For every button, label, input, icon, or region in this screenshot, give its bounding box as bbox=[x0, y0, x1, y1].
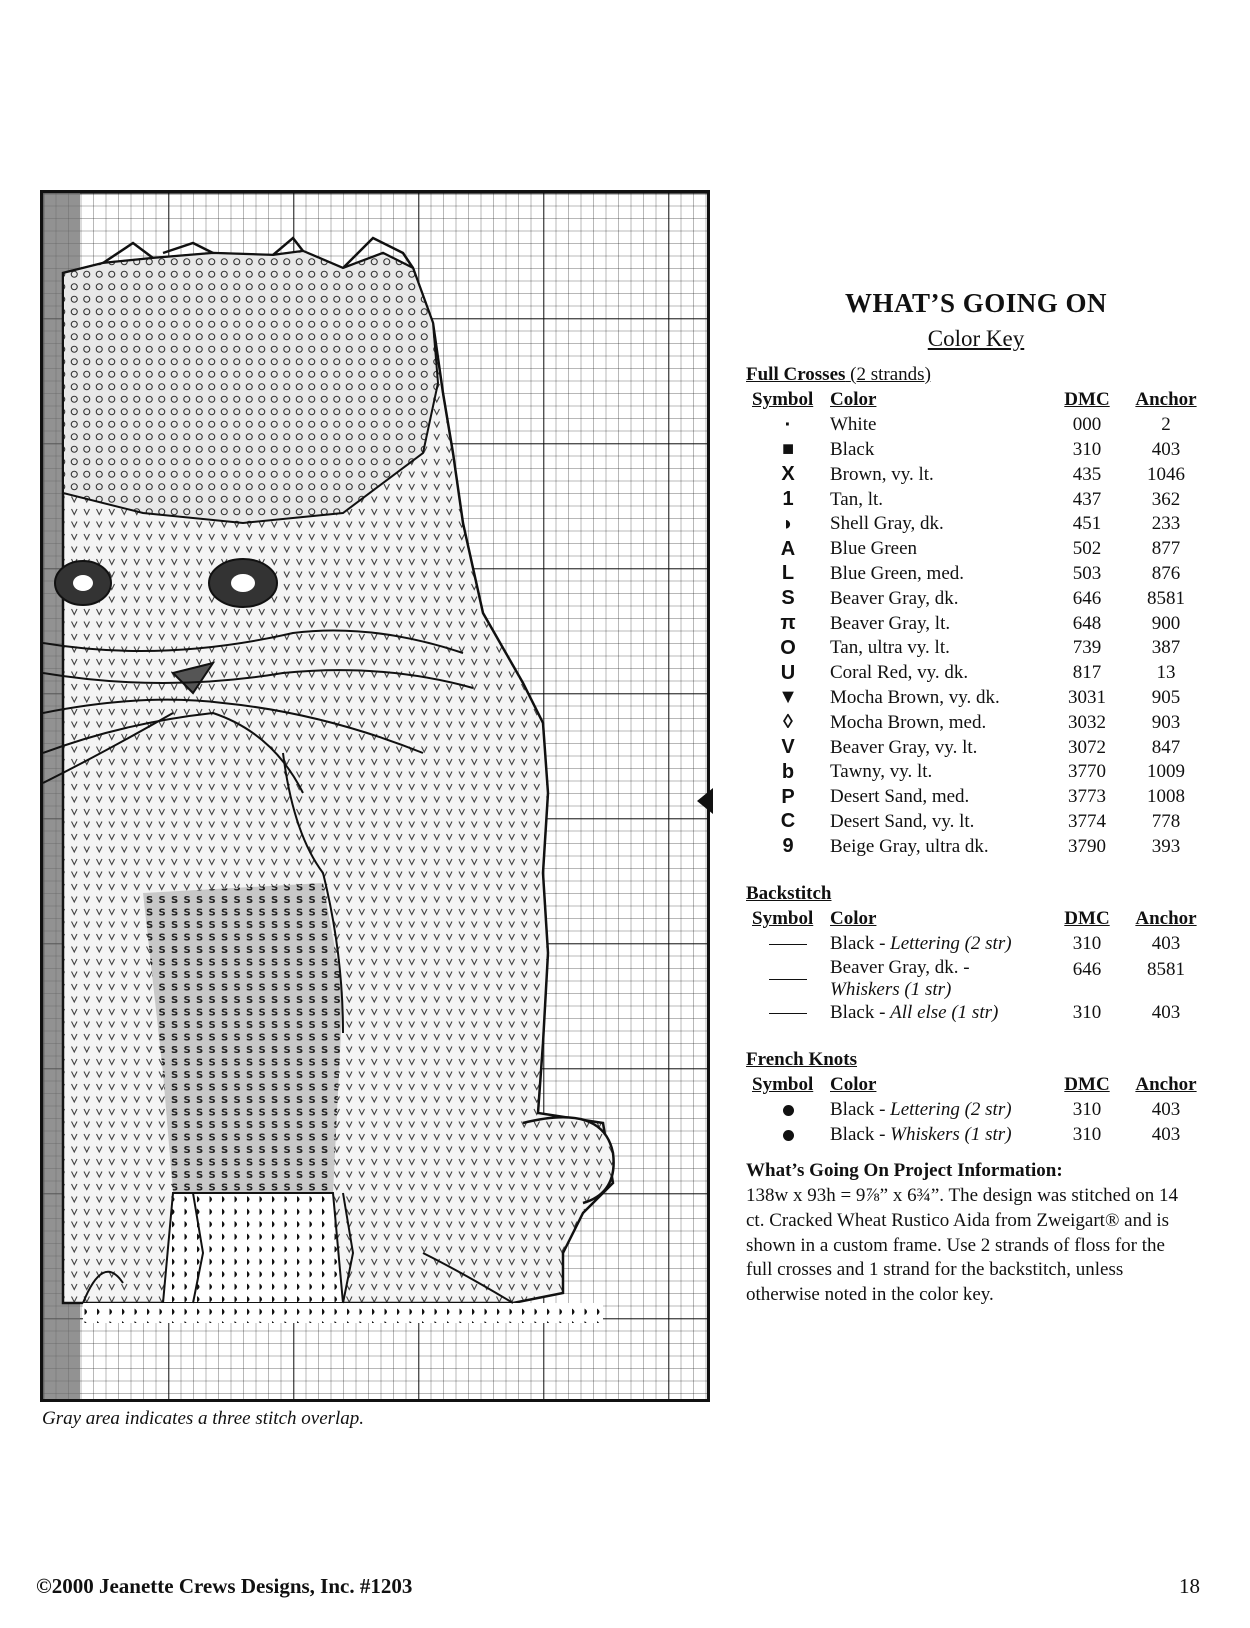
symbol-cell bbox=[746, 562, 830, 587]
color-cell bbox=[830, 932, 1050, 957]
stitch-symbol: ▼ bbox=[778, 686, 798, 709]
dmc-cell: 502 bbox=[1072, 538, 1102, 560]
dmc-cell: 3773 bbox=[1068, 786, 1106, 808]
stitch-symbol: ◊ bbox=[783, 711, 793, 734]
backstitch-heading: Backstitch bbox=[746, 883, 832, 904]
dmc-cell: 435 bbox=[1072, 463, 1102, 485]
color-cell: Beaver Gray, lt. bbox=[830, 612, 951, 634]
table-row bbox=[746, 562, 1208, 587]
table-row bbox=[746, 636, 1208, 661]
symbol-cell bbox=[746, 537, 830, 562]
stitch-symbol: · bbox=[784, 413, 792, 436]
table-row bbox=[746, 438, 1208, 463]
stitch-symbol: O bbox=[780, 636, 796, 659]
full-crosses-table bbox=[746, 388, 1208, 859]
color-detail: Lettering (2 str) bbox=[890, 1099, 1012, 1121]
color-cell: Coral Red, vy. dk. bbox=[830, 662, 969, 684]
color-cell: Mocha Brown, vy. dk. bbox=[830, 686, 1000, 708]
table-row bbox=[746, 413, 1208, 438]
stitch-symbol: V bbox=[781, 736, 795, 759]
column-header-symbol: Symbol bbox=[752, 908, 814, 930]
stitch-symbol: S bbox=[781, 587, 795, 610]
stitch-symbol: b bbox=[781, 760, 795, 783]
color-cell bbox=[830, 957, 1050, 1001]
project-info-text: 138w x 93h = 9⅞” x 6¾”. The design was stitched on 14 ct. Cracked Wheat Rustico Aida from Zweigart® and is shown in a custom frame. Use 2 strands of floss for the full crosses and 1 strand for the backstitch, unless otherwise noted in the color key. bbox=[746, 1185, 1178, 1306]
dmc-cell: 451 bbox=[1072, 513, 1102, 535]
anchor-cell: 877 bbox=[1151, 538, 1181, 560]
dmc-cell: 739 bbox=[1072, 637, 1102, 659]
pattern-title: WHAT’S GOING ON bbox=[844, 288, 1108, 318]
backstitch-line-icon bbox=[769, 944, 807, 945]
symbol-cell bbox=[746, 785, 830, 810]
color-cell: Desert Sand, med. bbox=[830, 786, 970, 808]
table-row bbox=[746, 710, 1208, 735]
stitch-symbol: C bbox=[780, 810, 796, 833]
dmc-cell: 3790 bbox=[1068, 835, 1106, 857]
color-name: Black - bbox=[830, 1001, 891, 1023]
dmc-cell: 3072 bbox=[1068, 736, 1106, 758]
column-header-color: Color bbox=[830, 389, 877, 411]
dmc-cell: 3031 bbox=[1068, 686, 1106, 708]
color-cell: Brown, vy. lt. bbox=[830, 463, 934, 485]
stitch-symbol: ◗ bbox=[781, 512, 795, 535]
anchor-cell: 778 bbox=[1151, 810, 1181, 832]
dmc-cell: 000 bbox=[1072, 414, 1102, 436]
dmc-cell: 310 bbox=[1072, 933, 1102, 955]
anchor-cell: 13 bbox=[1156, 662, 1176, 684]
french-knot-dot-icon bbox=[783, 1105, 794, 1116]
color-detail: All else (1 str) bbox=[890, 1001, 999, 1023]
anchor-cell: 403 bbox=[1151, 1123, 1181, 1145]
table-row bbox=[746, 487, 1208, 512]
anchor-cell: 233 bbox=[1151, 513, 1181, 535]
symbol-cell bbox=[746, 611, 830, 636]
anchor-cell: 362 bbox=[1151, 488, 1181, 510]
dmc-cell: 3774 bbox=[1068, 810, 1106, 832]
color-cell: Tan, lt. bbox=[830, 488, 884, 510]
column-header-dmc: DMC bbox=[1064, 908, 1110, 930]
color-cell: Beige Gray, ultra dk. bbox=[830, 835, 989, 857]
color-cell: Mocha Brown, med. bbox=[830, 711, 987, 733]
stitch-symbol: ■ bbox=[781, 438, 795, 461]
stitch-symbol: U bbox=[780, 661, 796, 684]
french-knots-table bbox=[746, 1073, 1208, 1147]
color-key-heading: Color Key bbox=[927, 326, 1025, 351]
symbol-cell bbox=[746, 438, 830, 463]
symbol-cell bbox=[746, 735, 830, 760]
full-crosses-heading bbox=[746, 364, 931, 386]
anchor-cell: 403 bbox=[1151, 933, 1181, 955]
anchor-cell: 903 bbox=[1151, 711, 1181, 733]
color-detail: Lettering (2 str) bbox=[890, 933, 1012, 955]
project-info-heading: What’s Going On Project Information: bbox=[746, 1160, 1063, 1181]
color-name: Black - bbox=[830, 1123, 891, 1145]
symbol-cell bbox=[746, 810, 830, 835]
dmc-cell: 817 bbox=[1072, 662, 1102, 684]
stitch-symbol: 9 bbox=[782, 835, 794, 858]
stitch-symbol: π bbox=[780, 612, 796, 635]
color-cell: Black bbox=[830, 438, 875, 460]
dmc-cell: 646 bbox=[1072, 587, 1102, 609]
symbol-cell bbox=[746, 834, 830, 859]
table-row bbox=[746, 661, 1208, 686]
anchor-cell: 1008 bbox=[1147, 786, 1185, 808]
symbol-cell bbox=[746, 1001, 830, 1026]
table-row bbox=[746, 686, 1208, 711]
table-row bbox=[746, 512, 1208, 537]
copyright-line: ©2000 Jeanette Crews Designs, Inc. #1203 bbox=[36, 1574, 413, 1598]
color-name: Black - bbox=[830, 1099, 891, 1121]
chart-overlap-note: Gray area indicates a three stitch overlap. bbox=[42, 1408, 365, 1429]
column-header-dmc: DMC bbox=[1064, 1074, 1110, 1096]
stitch-symbol: 1 bbox=[782, 488, 794, 511]
symbol-cell bbox=[746, 1098, 830, 1123]
symbol-cell bbox=[746, 710, 830, 735]
column-header-anchor: Anchor bbox=[1135, 908, 1197, 930]
symbol-cell bbox=[746, 586, 830, 611]
table-row bbox=[746, 810, 1208, 835]
dmc-cell: 648 bbox=[1072, 612, 1102, 634]
color-cell: Shell Gray, dk. bbox=[830, 513, 944, 535]
table-row bbox=[746, 1098, 1208, 1123]
anchor-cell: 900 bbox=[1151, 612, 1181, 634]
stitch-symbol: P bbox=[781, 785, 795, 808]
column-header-dmc: DMC bbox=[1064, 389, 1110, 411]
color-cell: Blue Green, med. bbox=[830, 562, 965, 584]
table-header-row bbox=[746, 388, 1208, 413]
color-name: Black - bbox=[830, 933, 891, 955]
backstitch-line-icon bbox=[769, 979, 807, 980]
color-cell: Beaver Gray, vy. lt. bbox=[830, 736, 978, 758]
dmc-cell: 646 bbox=[1072, 958, 1102, 980]
table-row bbox=[746, 834, 1208, 859]
anchor-cell: 1046 bbox=[1147, 463, 1185, 485]
dmc-cell: 3032 bbox=[1068, 711, 1106, 733]
anchor-cell: 387 bbox=[1151, 637, 1181, 659]
column-header-anchor: Anchor bbox=[1135, 1074, 1197, 1096]
column-header-anchor: Anchor bbox=[1135, 389, 1197, 411]
anchor-cell: 8581 bbox=[1147, 958, 1185, 980]
color-cell bbox=[830, 1001, 1050, 1026]
dmc-cell: 310 bbox=[1072, 438, 1102, 460]
dmc-cell: 3770 bbox=[1068, 761, 1106, 783]
color-name: Beaver Gray, dk. - bbox=[830, 956, 970, 978]
table-row bbox=[746, 462, 1208, 487]
stitch-symbol: X bbox=[781, 463, 795, 486]
table-row bbox=[746, 586, 1208, 611]
column-header-symbol: Symbol bbox=[752, 1074, 814, 1096]
anchor-cell: 403 bbox=[1151, 1001, 1181, 1023]
anchor-cell: 393 bbox=[1151, 835, 1181, 857]
stitch-symbol: A bbox=[780, 537, 796, 560]
symbol-cell bbox=[746, 413, 830, 438]
stitch-symbol: L bbox=[781, 562, 795, 585]
color-detail: Whiskers (1 str) bbox=[830, 978, 952, 1000]
column-header-color: Color bbox=[830, 1074, 877, 1096]
color-cell bbox=[830, 1098, 1050, 1123]
cross-stitch-chart bbox=[40, 190, 710, 1402]
color-cell: Desert Sand, vy. lt. bbox=[830, 810, 975, 832]
anchor-cell: 905 bbox=[1151, 686, 1181, 708]
center-marker-arrow bbox=[697, 788, 713, 814]
column-header-symbol: Symbol bbox=[752, 389, 814, 411]
color-cell: White bbox=[830, 414, 877, 436]
dmc-cell: 310 bbox=[1072, 1123, 1102, 1145]
table-header-row bbox=[746, 1073, 1208, 1098]
table-row bbox=[746, 1123, 1208, 1148]
symbol-cell bbox=[746, 686, 830, 711]
anchor-cell: 847 bbox=[1151, 736, 1181, 758]
table-header-row bbox=[746, 907, 1208, 932]
table-row bbox=[746, 537, 1208, 562]
symbol-cell bbox=[746, 462, 830, 487]
color-cell: Blue Green bbox=[830, 538, 918, 560]
color-cell bbox=[830, 1123, 1050, 1148]
table-row bbox=[746, 957, 1208, 1001]
color-cell: Tawny, vy. lt. bbox=[830, 761, 933, 783]
anchor-cell: 403 bbox=[1151, 438, 1181, 460]
color-detail: Whiskers (1 str) bbox=[890, 1123, 1012, 1145]
symbol-cell bbox=[746, 487, 830, 512]
backstitch-table bbox=[746, 907, 1208, 1025]
symbol-cell bbox=[746, 932, 830, 957]
full-crosses-note: (2 strands) bbox=[850, 364, 931, 385]
full-crosses-label: Full Crosses bbox=[746, 364, 846, 385]
table-row bbox=[746, 1001, 1208, 1026]
table-row bbox=[746, 735, 1208, 760]
anchor-cell: 1009 bbox=[1147, 761, 1185, 783]
anchor-cell: 8581 bbox=[1147, 587, 1185, 609]
french-knot-dot-icon bbox=[783, 1130, 794, 1141]
dmc-cell: 310 bbox=[1072, 1099, 1102, 1121]
column-header-color: Color bbox=[830, 908, 877, 930]
symbol-cell bbox=[746, 661, 830, 686]
backstitch-line-icon bbox=[769, 1013, 807, 1014]
table-row bbox=[746, 760, 1208, 785]
color-cell: Tan, ultra vy. lt. bbox=[830, 637, 950, 659]
anchor-cell: 876 bbox=[1151, 562, 1181, 584]
dmc-cell: 503 bbox=[1072, 562, 1102, 584]
french-knots-heading: French Knots bbox=[746, 1049, 858, 1070]
table-row bbox=[746, 785, 1208, 810]
symbol-cell bbox=[746, 636, 830, 661]
table-row bbox=[746, 611, 1208, 636]
symbol-cell bbox=[746, 512, 830, 537]
anchor-cell: 403 bbox=[1151, 1099, 1181, 1121]
anchor-cell: 2 bbox=[1161, 414, 1171, 436]
symbol-cell bbox=[746, 1123, 830, 1148]
dmc-cell: 310 bbox=[1072, 1001, 1102, 1023]
table-row bbox=[746, 932, 1208, 957]
dmc-cell: 437 bbox=[1072, 488, 1102, 510]
cat-outline-drawing bbox=[43, 193, 707, 1399]
symbol-cell bbox=[746, 957, 830, 1001]
page-number: 18 bbox=[1179, 1574, 1200, 1598]
symbol-cell bbox=[746, 760, 830, 785]
color-cell: Beaver Gray, dk. bbox=[830, 587, 959, 609]
